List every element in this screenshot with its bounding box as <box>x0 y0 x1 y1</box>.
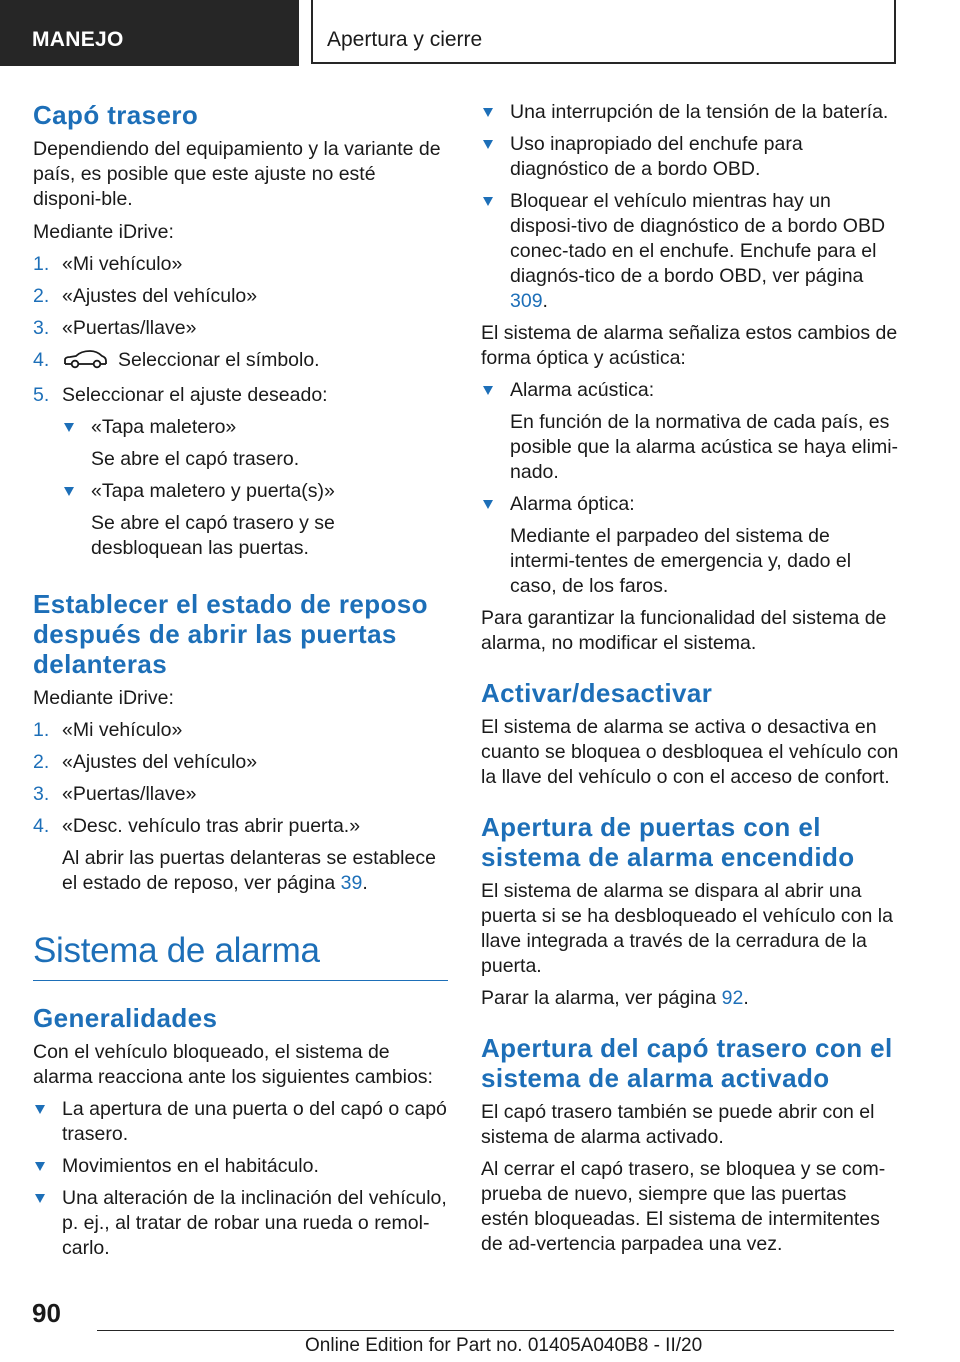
page-link-92[interactable]: 92 <box>721 987 744 1009</box>
heading-apertura-capo: Apertura del capó trasero con el sistema de alarma activado <box>481 1033 893 1093</box>
list-item: 1. «Mi vehículo» <box>33 253 183 275</box>
triangle-down-icon <box>35 1162 45 1171</box>
page-header <box>0 0 960 66</box>
section-heading-wrap <box>33 930 448 981</box>
heading-activar: Activar/desactivar <box>481 678 713 708</box>
list-item: «Tapa maletero» Se abre el capó trasero. <box>62 415 448 472</box>
triangle-down-icon <box>35 1194 45 1203</box>
reposo-steps <box>33 718 448 896</box>
left-column <box>33 100 448 1261</box>
triangle-down-icon <box>35 1105 45 1114</box>
list-item: Bloquear el vehículo mientras hay un disposi-tivo de diagnóstico de a bordo OBD conec-tado en el enchufe. Enchufe para el diagnós-tico de a bordo OBD, ver página 309. <box>481 189 899 314</box>
capo-options <box>62 415 448 561</box>
heading-sistema-alarma: Sistema de alarma <box>33 931 320 970</box>
heading-estado-reposo: Establecer el estado de reposo después de abrir las puertas delanteras <box>33 589 428 679</box>
triangle-down-icon <box>483 140 493 149</box>
reposo-step4-desc: Al abrir las puertas delanteras se establece el estado de reposo, ver página 39. <box>62 847 436 894</box>
capo-alarma-text1: El capó trasero también se puede abrir con el sistema de alarma activado. <box>481 1101 875 1148</box>
triangle-down-icon <box>483 500 493 509</box>
right-column <box>481 100 899 1257</box>
activar-text: El sistema de alarma se activa o desactiva en cuanto se bloquea o desbloquea el vehículo con la llave del vehículo o con el acceso de confort. <box>481 716 899 788</box>
list-item: Uso inapropiado del enchufe para diagnóstico de a bordo OBD. <box>481 132 899 182</box>
section-tab: MANEJO <box>0 0 299 66</box>
heading-capo-trasero: Capó trasero <box>33 100 199 130</box>
triangle-down-icon <box>483 108 493 117</box>
list-item: 5. Seleccionar el ajuste deseado: «Tapa maletero» Se abre el capó trasero. «Tapa maletero y puerta(s)» Se abre el capó trasero y se desbloquean las puertas. <box>33 383 448 561</box>
list-item: 3. «Puertas/llave» <box>33 317 197 339</box>
list-item: 2. «Ajustes del vehículo» <box>33 751 258 773</box>
puertas-text: El sistema de alarma se dispara al abrir una puerta si se ha desbloqueado el vehículo con la llave integrada a través de la cerradura de la puerta. <box>481 880 893 977</box>
list-item: Alarma óptica: Mediante el parpadeo del sistema de intermi-tentes de emergencia y, dado el caso, de los faros. <box>481 492 899 599</box>
signal-intro: El sistema de alarma señaliza estos cambios de forma óptica y acústica: <box>481 322 898 369</box>
footer-divider <box>97 1330 894 1331</box>
car-outline-icon <box>62 349 108 376</box>
page-link-39[interactable]: 39 <box>340 872 363 894</box>
page-number: 90 <box>32 1298 61 1328</box>
reposo-idrive: Mediante iDrive: <box>33 687 174 709</box>
list-item: 2. «Ajustes del vehículo» <box>33 285 258 307</box>
generalidades-bullets <box>33 1097 448 1261</box>
list-item: Alarma acústica: En función de la normativa de cada país, es posible que la alarma acústica se haya elimi-nado. <box>481 378 899 485</box>
triangle-down-icon <box>483 197 493 206</box>
heading-apertura-puertas: Apertura de puertas con el sistema de alarma encendido <box>481 812 855 872</box>
alarm-types-bullets <box>481 378 899 599</box>
list-item: 3. «Puertas/llave» <box>33 783 197 805</box>
list-item: 4. Seleccionar el símbolo. <box>33 348 448 376</box>
capo-alarma-text2: Al cerrar el capó trasero, se bloquea y se com-prueba de nuevo, siempre que las puertas estén bloqueadas. El sistema de intermitentes de ad-vertencia parpadea una vez. <box>481 1158 886 1255</box>
triangle-down-icon <box>64 487 74 496</box>
list-item: Una interrupción de la tensión de la batería. <box>481 100 899 125</box>
capo-idrive: Mediante iDrive: <box>33 221 174 243</box>
generalidades-intro: Con el vehículo bloqueado, el sistema de alarma reacciona ante los siguientes cambios: <box>33 1041 433 1088</box>
heading-generalidades: Generalidades <box>33 1003 218 1033</box>
list-item: 4. «Desc. vehículo tras abrir puerta.» Al abrir las puertas delanteras se establece el estado de reposo, ver página 39. <box>33 814 448 896</box>
triangle-down-icon <box>64 423 74 432</box>
list-item: La apertura de una puerta o del capó o capó trasero. <box>33 1097 448 1147</box>
capo-steps <box>33 252 448 561</box>
garantizar-text: Para garantizar la funcionalidad del sistema de alarma, no modificar el sistema. <box>481 607 887 654</box>
footer-edition: Online Edition for Part no. 01405A040B8 - II/20 <box>305 1335 703 1356</box>
parar-alarma: Parar la alarma, ver página 92. <box>481 987 749 1009</box>
chapter-title: Apertura y cierre <box>311 0 896 64</box>
list-item: Una alteración de la inclinación del vehículo, p. ej., al tratar de robar una rueda o remol-carlo. <box>33 1186 448 1261</box>
alarm-changes-bullets <box>481 100 899 314</box>
list-item: «Tapa maletero y puerta(s)» Se abre el capó trasero y se desbloquean las puertas. <box>62 479 448 561</box>
list-item: Movimientos en el habitáculo. <box>33 1154 448 1179</box>
capo-intro: Dependiendo del equipamiento y la variante de país, es posible que este ajuste no esté disponi-ble. <box>33 138 441 210</box>
triangle-down-icon <box>483 386 493 395</box>
list-item: 1. «Mi vehículo» <box>33 719 183 741</box>
page-link-309[interactable]: 309 <box>510 290 543 312</box>
